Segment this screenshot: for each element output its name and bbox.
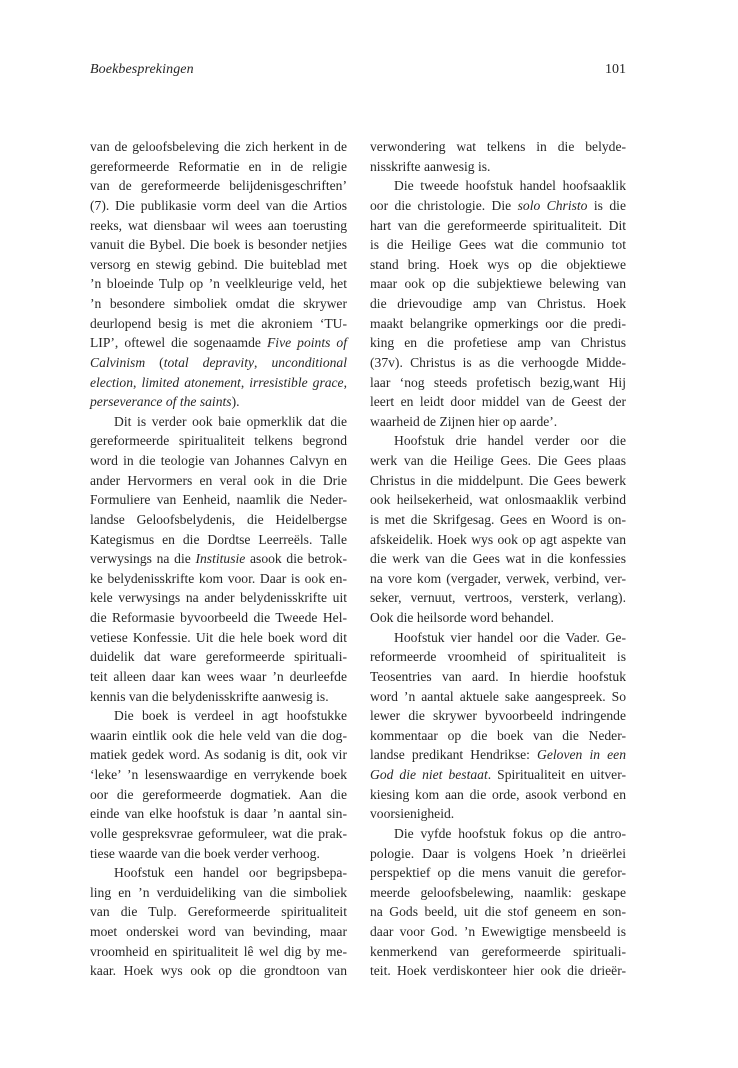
text-run: volle gespreksvrae geformuleer, wat die prak- bbox=[90, 825, 347, 841]
text-line bbox=[90, 412, 347, 432]
text-run: . Spiritualiteit en uitver- bbox=[487, 767, 626, 782]
text-run: moet onderskei word van bevinding, maar bbox=[90, 924, 347, 939]
text-run: versorg en stewig gebind. Die buiteblad met bbox=[90, 256, 347, 272]
text-line bbox=[370, 608, 626, 628]
text-line bbox=[90, 765, 347, 785]
text-run: hart van die gereformeerde spiritualiteit. Dit bbox=[370, 217, 626, 233]
text-run: Die boek is verdeel in agt hoofstukke bbox=[114, 708, 347, 724]
text-run: matiek gedek word. As sodanig is dit, ook vir bbox=[90, 747, 347, 763]
text-line bbox=[370, 785, 626, 805]
text-line bbox=[370, 451, 626, 471]
text-line bbox=[90, 353, 347, 373]
text-line bbox=[370, 157, 626, 177]
text-line bbox=[370, 392, 626, 412]
italic-text: Calvinism bbox=[90, 354, 146, 370]
text-run: (7). Die publikasie vorm deel van die Artios bbox=[90, 197, 347, 213]
text-run: maar ook op die subjektiewe belewing van bbox=[370, 276, 626, 292]
text-run: gereformeerde Reformatie en in de religie bbox=[90, 158, 347, 174]
text-line bbox=[90, 549, 347, 569]
text-line bbox=[370, 196, 626, 216]
text-line bbox=[90, 569, 347, 589]
text-run: , bbox=[240, 374, 250, 390]
text-run: lewer die skrywer byvoorbeeld indringende bbox=[370, 708, 626, 724]
text-line bbox=[90, 530, 347, 550]
paragraph bbox=[370, 628, 626, 824]
text-line bbox=[370, 373, 626, 393]
text-run: van die Tulp. Gereformeerde spiritualiteit bbox=[90, 904, 347, 920]
text-run: kommentaar op die boek van die Neder- bbox=[370, 727, 626, 743]
text-run: Formuliere van Eenheid, naamlik die Neder- bbox=[90, 492, 347, 508]
text-line bbox=[90, 824, 347, 844]
text-line bbox=[370, 333, 626, 353]
text-run: seker, vernuut, vertroos, versterk, verlang). bbox=[370, 590, 626, 606]
paragraph bbox=[370, 824, 626, 981]
text-run: kenmerkend van gereformeerde spirituali- bbox=[370, 943, 626, 959]
italic-text: solo Christo bbox=[517, 197, 588, 213]
text-line bbox=[90, 667, 347, 687]
text-line bbox=[90, 745, 347, 765]
text-run: meerde geloofsbelewing, naamlik: geskape bbox=[370, 884, 626, 900]
text-line bbox=[370, 412, 626, 432]
italic-text: unconditional bbox=[271, 354, 347, 370]
text-line bbox=[90, 392, 347, 412]
text-run: Die vyfde hoofstuk fokus op die antro- bbox=[394, 825, 626, 841]
text-run: pologie. Daar is volgens Hoek ’n drieërlei bbox=[370, 845, 626, 861]
text-run: is die bbox=[587, 197, 626, 213]
text-run: deurlopend besig is met die akroniem ‘TU- bbox=[90, 315, 347, 331]
text-run: Dit is verder ook baie opmerklik dat die bbox=[114, 413, 347, 429]
text-line bbox=[370, 942, 626, 962]
text-run: reformeerde vroomheid of spiritualiteit is bbox=[370, 649, 626, 665]
text-line bbox=[90, 863, 347, 883]
text-run: duidelik dat ware gereformeerde spirituali- bbox=[90, 649, 347, 665]
text-run: ( bbox=[145, 354, 164, 370]
text-line bbox=[370, 510, 626, 530]
text-run: vanuit die Bybel. Die boek is besonder netjies bbox=[90, 237, 347, 253]
text-line bbox=[370, 569, 626, 589]
text-line bbox=[90, 274, 347, 294]
text-run: Teosentries van aard. In hierdie hoofstuk bbox=[370, 668, 626, 684]
text-run: oor die gereformeerde dogmatiek. Aan die bbox=[90, 786, 347, 802]
text-run: is met die Skrifgesag. Gees en Woord is on- bbox=[370, 511, 626, 527]
text-line bbox=[370, 490, 626, 510]
text-line bbox=[370, 804, 626, 824]
text-line bbox=[90, 902, 347, 922]
text-run: leert en leidt door middel van de Geest der bbox=[370, 394, 626, 410]
text-line bbox=[370, 137, 626, 157]
text-run: werk van die Heilige Gees. Die Gees plaas bbox=[370, 453, 626, 468]
text-run: nisskrifte aanwesig is. bbox=[370, 158, 491, 174]
text-run: LIP’, oftewel die sogenaamde bbox=[90, 335, 267, 351]
text-column-right bbox=[370, 137, 626, 981]
text-run: die drievoudige amp van Christus. Hoek bbox=[370, 296, 626, 311]
text-run: die Reformasie byvoorbeeld die Tweede Hel- bbox=[90, 610, 347, 625]
italic-text: limited atonement bbox=[141, 374, 241, 390]
text-run: kaar. Hoek wys ook op die grondtoon van bbox=[90, 963, 347, 979]
text-run: gereformeerde spiritualiteit telkens begrond bbox=[90, 433, 347, 449]
italic-text: Five points of bbox=[266, 335, 347, 351]
running-head: Boekbesprekingen bbox=[90, 62, 194, 77]
text-run: tiese waarde van die boek verder verhoog. bbox=[90, 845, 320, 861]
text-line bbox=[90, 235, 347, 255]
text-line bbox=[90, 373, 347, 393]
text-line bbox=[370, 961, 626, 981]
text-line bbox=[90, 196, 347, 216]
text-run: ling en ’n verduideliking van die simboliek bbox=[90, 884, 347, 900]
text-run: Christus in die middelpunt. Die Gees bewerk bbox=[370, 472, 626, 488]
paragraph bbox=[90, 863, 347, 981]
text-run: Hoofstuk een handel oor begripsbepa- bbox=[114, 865, 347, 881]
text-line bbox=[90, 216, 347, 236]
text-run: Die tweede hoofstuk handel hoofsaaklik bbox=[394, 178, 626, 194]
text-line bbox=[90, 157, 347, 177]
text-line bbox=[90, 490, 347, 510]
text-run: Ook die heilsorde word behandel. bbox=[370, 610, 554, 625]
text-run: einde van elke hoofstuk is daar ’n aantal sin- bbox=[90, 806, 347, 822]
text-line bbox=[90, 942, 347, 962]
italic-text: total depravity bbox=[163, 354, 255, 370]
text-run: reeks, wat diensbaar wil wees aan toerusting bbox=[90, 217, 347, 233]
text-run: die werk van die Gees wat in die konfessies bbox=[370, 551, 626, 567]
text-line bbox=[370, 628, 626, 648]
text-run: van de geloofsbeleving die zich herkent in de bbox=[90, 139, 347, 154]
text-line bbox=[370, 176, 626, 196]
text-run: word ’n aantal aktuele sake aangespreek. So bbox=[370, 688, 626, 704]
text-run: maakt belangrike opmerkings oor die predi- bbox=[370, 315, 626, 331]
text-line bbox=[370, 726, 626, 746]
text-run: vroomheid en spiritualiteit lê wel dig by me- bbox=[90, 943, 347, 959]
text-run: waarheid de Zijnen hier op aarde’. bbox=[370, 413, 558, 429]
text-line bbox=[90, 706, 347, 726]
text-line bbox=[370, 863, 626, 883]
text-line bbox=[90, 785, 347, 805]
text-line bbox=[370, 922, 626, 942]
text-run: , bbox=[254, 354, 272, 370]
text-run: ’n bloeinde Tulp op ’n veelkleurige veld, het bbox=[90, 276, 347, 292]
text-run: perspektief op die mens vanuit die gerefor- bbox=[370, 865, 626, 881]
text-line bbox=[370, 216, 626, 236]
text-run: (37v). Christus is as die verhoogde Midde- bbox=[370, 354, 626, 370]
text-run: na vore kom (vergader, verwek, verbind, ver- bbox=[370, 570, 626, 586]
text-run: kiesing kom aan die orde, asook verbond en bbox=[370, 786, 626, 802]
text-run: ). bbox=[231, 394, 240, 410]
text-line bbox=[370, 765, 626, 785]
paragraph bbox=[90, 137, 347, 412]
text-run: ook heilsekerheid, wat onlosmaaklik verbind bbox=[370, 492, 626, 508]
text-line bbox=[90, 314, 347, 334]
text-run: teit. Hoek verdiskonteer hier ook die drieër- bbox=[370, 963, 626, 979]
paragraph bbox=[90, 706, 347, 863]
text-run: ander Hervormers en veral ook in die Drie bbox=[90, 472, 347, 488]
text-line bbox=[370, 844, 626, 864]
text-line bbox=[90, 647, 347, 667]
text-run: oor die christologie. Die bbox=[370, 197, 518, 213]
text-line bbox=[90, 588, 347, 608]
text-run: waarin eintlik ook die hele veld van die dog- bbox=[90, 727, 347, 743]
text-line bbox=[90, 510, 347, 530]
text-line bbox=[90, 687, 347, 707]
text-line bbox=[370, 588, 626, 608]
text-run: word in die teologie van Johannes Calvyn en bbox=[90, 453, 347, 468]
text-line bbox=[370, 902, 626, 922]
text-line bbox=[370, 549, 626, 569]
text-line bbox=[370, 687, 626, 707]
paragraph bbox=[90, 412, 347, 706]
text-line bbox=[370, 706, 626, 726]
text-line bbox=[370, 314, 626, 334]
text-run: landse predikant Hendrikse: bbox=[370, 747, 538, 763]
text-run: kennis van die belydenisskrifte aanwesig is. bbox=[90, 688, 329, 704]
text-line bbox=[90, 294, 347, 314]
text-run: asook die betrok- bbox=[245, 551, 347, 567]
text-run: , bbox=[343, 374, 347, 390]
text-line bbox=[90, 726, 347, 746]
text-line bbox=[370, 745, 626, 765]
italic-text: election bbox=[90, 374, 134, 390]
text-line bbox=[90, 608, 347, 628]
text-run: , bbox=[133, 374, 142, 390]
italic-text: perseverance of the saints bbox=[90, 394, 232, 410]
text-line bbox=[90, 883, 347, 903]
text-run: daar voor God. ’n Ewewigtige mensbeeld is bbox=[370, 924, 626, 939]
text-run: na Gods beeld, uit die stof geneem en son- bbox=[370, 904, 626, 920]
text-run: kele verwysings na ander belydenisskrifte uit bbox=[90, 590, 347, 606]
text-run: afskeidelik. Hoek wys ook op agt aspekte van bbox=[370, 531, 626, 547]
text-run: van de gereformeerde belijdenisgeschriften’ bbox=[90, 178, 347, 194]
text-run: Kategismus en die Dordtse Leerreëls. Talle bbox=[90, 531, 347, 547]
text-column-left bbox=[90, 137, 347, 981]
text-line bbox=[370, 294, 626, 314]
text-run: king en die profetiese amp van Christus bbox=[370, 335, 626, 351]
paragraph bbox=[370, 137, 626, 176]
text-run: vetiese Konfessie. Uit die hele boek word dit bbox=[90, 629, 347, 645]
text-run: laar ‘nog steeds profetisch bezig,want Hij bbox=[370, 374, 626, 390]
text-line bbox=[370, 824, 626, 844]
text-run: verwysings na die bbox=[90, 551, 196, 567]
text-line bbox=[90, 922, 347, 942]
italic-text: God die niet bestaat bbox=[370, 767, 488, 782]
text-line bbox=[90, 471, 347, 491]
page-number: 101 bbox=[605, 62, 626, 77]
text-line bbox=[370, 353, 626, 373]
text-line bbox=[90, 431, 347, 451]
text-run: ‘leke’ ’n lesenswaardige en verrykende boek bbox=[90, 767, 347, 782]
italic-text: irresistible grace bbox=[249, 374, 344, 390]
text-line bbox=[90, 255, 347, 275]
text-line bbox=[370, 530, 626, 550]
text-line bbox=[370, 431, 626, 451]
text-line bbox=[370, 471, 626, 491]
text-line bbox=[370, 255, 626, 275]
text-line bbox=[90, 804, 347, 824]
text-line bbox=[370, 667, 626, 687]
text-line bbox=[370, 883, 626, 903]
text-run: ke belydenisskrifte kom voor. Daar is ook en- bbox=[90, 570, 347, 586]
text-run: voorsienigheid. bbox=[370, 806, 455, 822]
text-line bbox=[370, 235, 626, 255]
text-line bbox=[90, 137, 347, 157]
text-line bbox=[90, 844, 347, 864]
text-line bbox=[90, 333, 347, 353]
text-run: verwondering wat telkens in die belyde- bbox=[370, 139, 626, 154]
text-line bbox=[90, 961, 347, 981]
text-run: teit alleen daar kan wees waar ’n deurleefde bbox=[90, 668, 347, 684]
text-line bbox=[90, 176, 347, 196]
italic-text: Institusie bbox=[195, 551, 246, 567]
text-line bbox=[370, 274, 626, 294]
text-line bbox=[370, 647, 626, 667]
text-run: Hoofstuk vier handel oor die Vader. Ge- bbox=[394, 629, 626, 645]
text-line bbox=[90, 628, 347, 648]
text-run: Hoofstuk drie handel verder oor die bbox=[394, 433, 626, 449]
paragraph bbox=[370, 176, 626, 431]
text-line bbox=[90, 451, 347, 471]
italic-text: Geloven in een bbox=[537, 747, 626, 763]
text-run: ’n besondere simboliek omdat die skrywer bbox=[90, 296, 347, 311]
text-run: landse Geloofsbelydenis, die Heidelbergse bbox=[90, 511, 347, 527]
text-run: is die Heilige Gees wat die communio tot bbox=[370, 237, 626, 253]
paragraph bbox=[370, 431, 626, 627]
text-run: stand bring. Hoek wys op die objektiewe bbox=[370, 256, 626, 272]
